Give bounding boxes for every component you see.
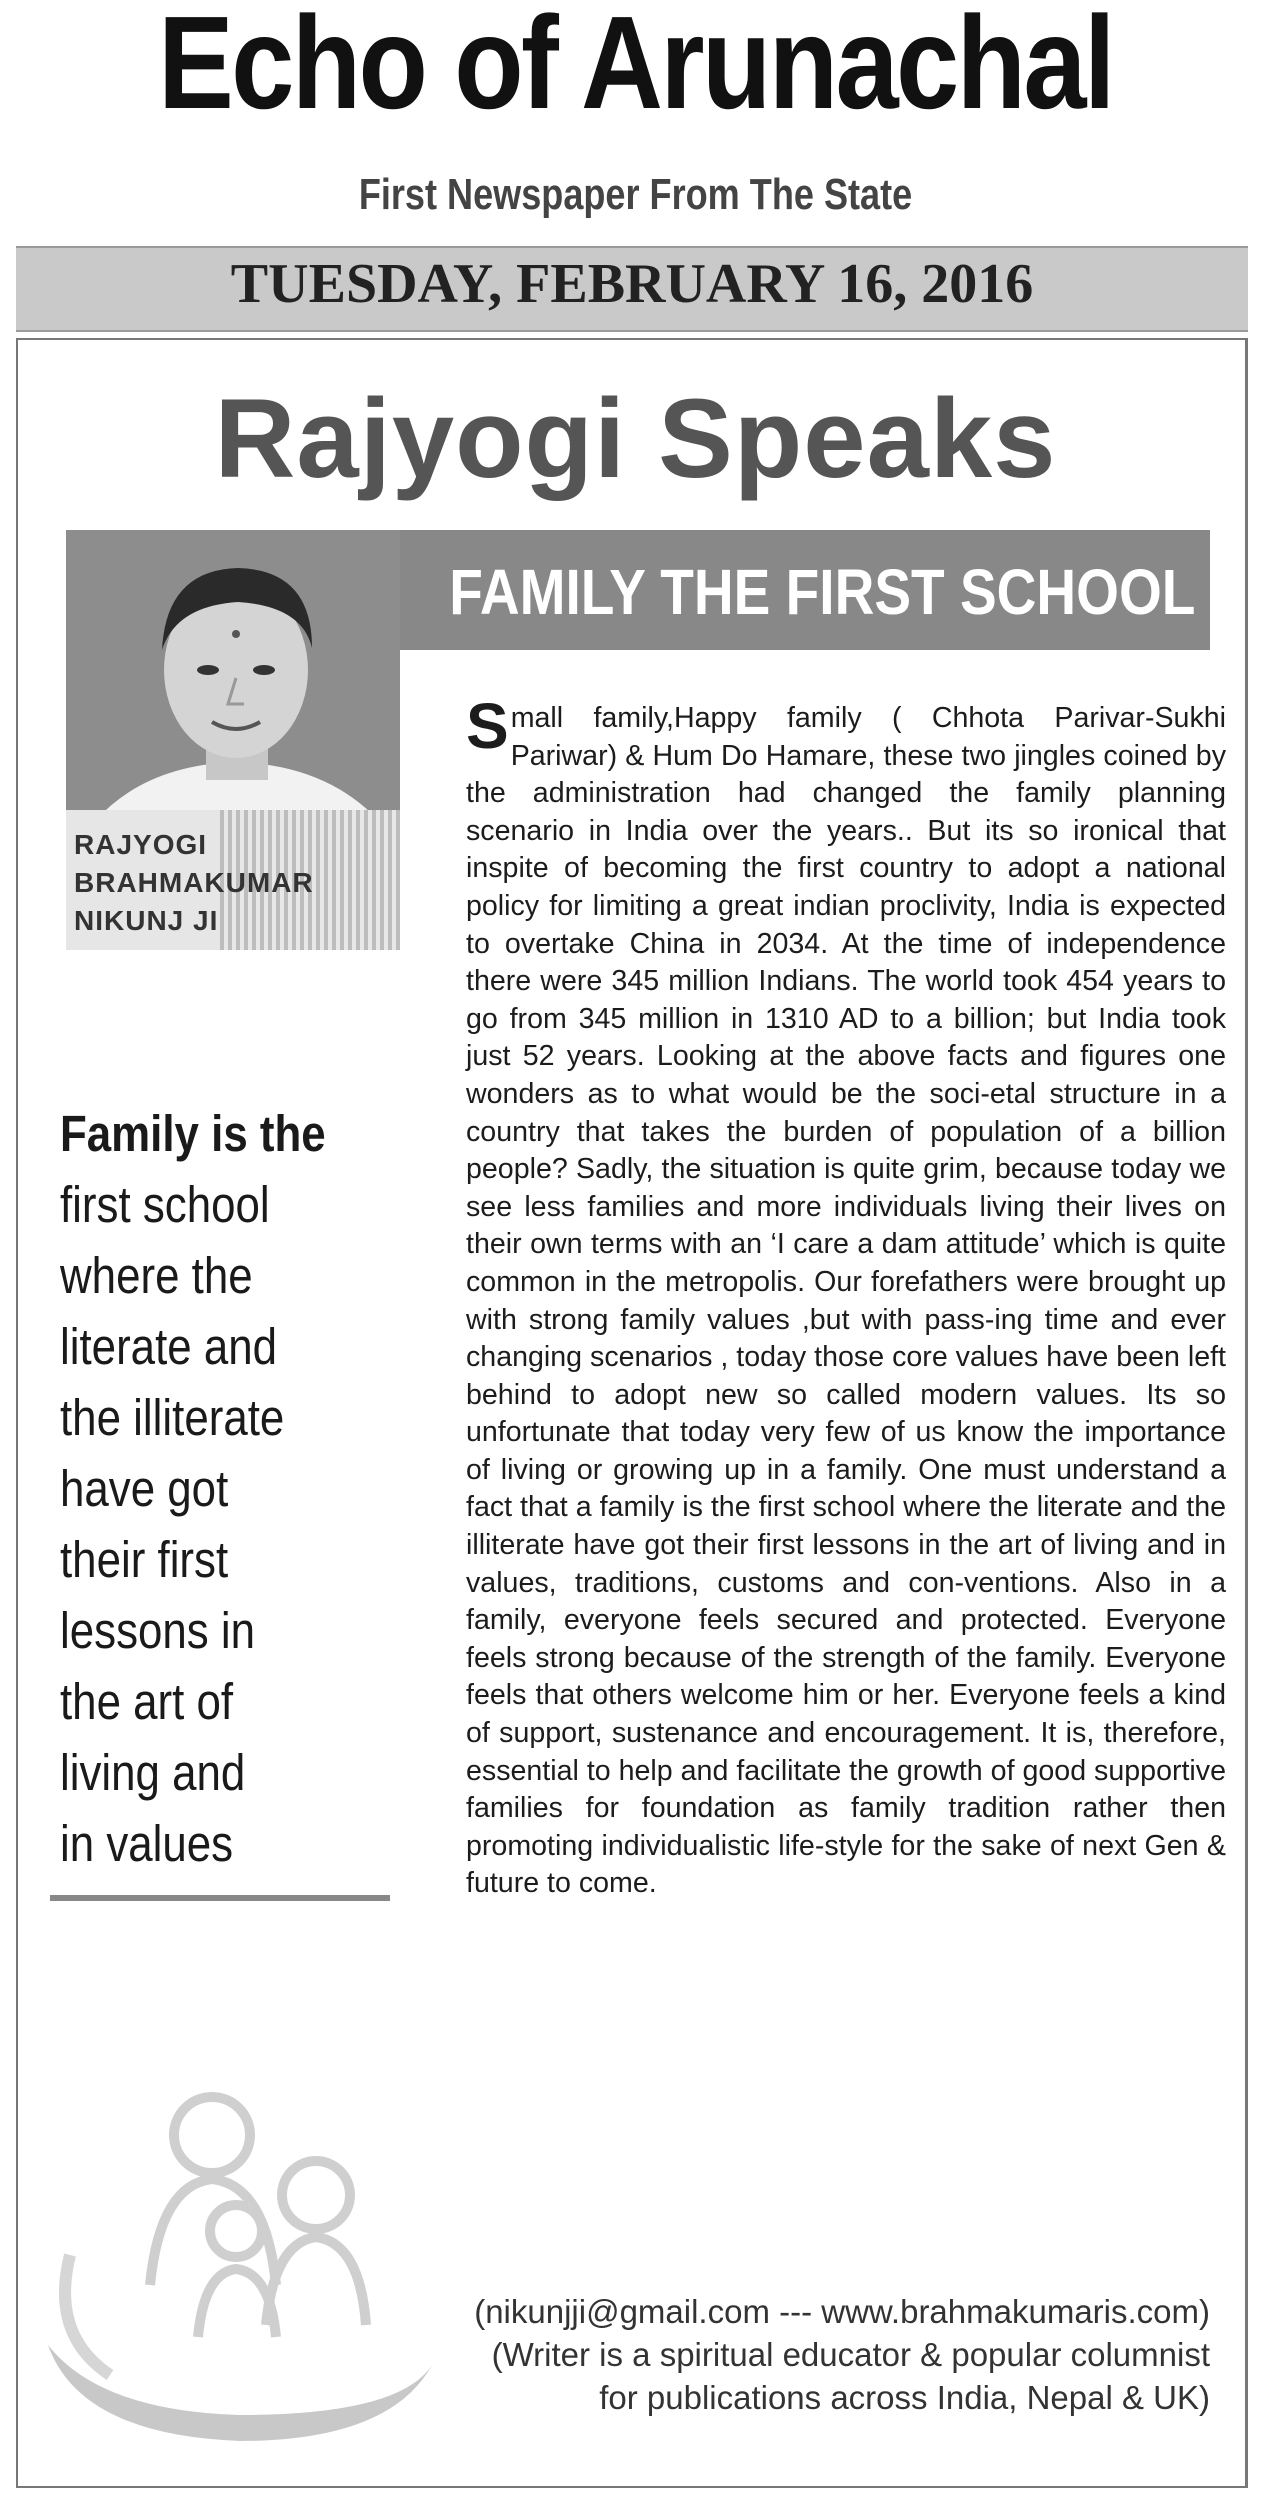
article-headline: FAMILY THE FIRST SCHOOL — [449, 556, 1196, 628]
family-logo-icon — [40, 2075, 440, 2455]
pull-quote-line: Family is the — [60, 1105, 326, 1162]
author-name — [74, 826, 404, 940]
pull-quote-line: the art of — [60, 1673, 234, 1730]
column-title: Rajyogi Speaks — [214, 376, 1057, 501]
article-body — [466, 690, 1226, 1903]
author-name-line1: RAJYOGI — [74, 829, 208, 860]
masthead-title: Echo of Arunachal — [158, 0, 1113, 136]
family-logo — [40, 2075, 440, 2455]
article-text: mall family,Happy family ( Chhota Parivar-Sukhi Pariwar) & Hum Do Hamare, these two jingles coined by the administration had changed the family planning scenario in India over the years.. But its so ironical that inspite of becoming the first country to adopt a national policy for limiting a great indian proclivity, India is expected to overtake China in 2034. At the time of independence there were 345 million Indians. The world took 454 years to go from 345 million in 1310 AD to a billion; but India took just 52 years. Looking at the above facts and figures one wonders as to what would be the soci-etal structure in a country that takes the burden of population of a billion people? Sadly, the situation is quite grim, because today we see less families and more individuals living their lives on their own terms with an ‘I care a dam attitude’ which is quite common in the metropolis. Our forefathers were brought up with strong family values ,but with pass-ing time and ever changing scenarios , today those core values have been left behind to adopt new so called modern values. Its so unfortunate that today very few of us know the importance of living or growing up in a family. One must understand a fact that a family is the first school where the literate and the illiterate have got their first lessons in the art of living and in values, traditions, customs and con-ventions. Also in a family, everyone feels secured and protected. Everyone feels strong because of the strength of the family. Everyone feels that others welcome him or her. Everyone feels a kind of support, sustenance and encouragement. It is, therefore, essential to help and facilitate the growth of good supportive families for foundation as family tradition rather then promoting individualistic life-style for the sake of next Gen & future to come. — [466, 702, 1226, 1900]
footer-bio-line2: for publications across India, Nepal & UK) — [599, 2379, 1210, 2416]
pull-quote-divider — [50, 1895, 390, 1901]
pull-quote-line: literate and — [60, 1318, 278, 1375]
author-name-line3: NIKUNJ JI — [74, 905, 219, 936]
footer-contact: (nikunjji@gmail.com --- www.brahmakumaris.com) — [474, 2293, 1210, 2330]
pull-quote-line: first school — [60, 1176, 270, 1233]
pull-quote-line: their first — [60, 1531, 229, 1588]
issue-date: TUESDAY, FEBRUARY 16, 2016 — [230, 253, 1034, 315]
footer-bio-line1: (Writer is a spiritual educator & popular columnist — [491, 2336, 1210, 2373]
article-footer — [420, 2290, 1210, 2419]
author-name-line2: BRAHMAKUMAR — [74, 867, 314, 898]
pull-quote-line: have got — [60, 1460, 229, 1517]
pull-quote-line: living and — [60, 1744, 246, 1801]
pull-quote-line: where the — [60, 1247, 253, 1304]
masthead-tagline: First Newspaper From The State — [358, 170, 913, 219]
article-dropcap: S — [466, 690, 509, 762]
pull-quote — [60, 1098, 335, 1879]
pull-quote-line: lessons in — [60, 1602, 256, 1659]
pull-quote-line: the illiterate — [60, 1389, 285, 1446]
pull-quote-line: in values — [60, 1815, 234, 1872]
